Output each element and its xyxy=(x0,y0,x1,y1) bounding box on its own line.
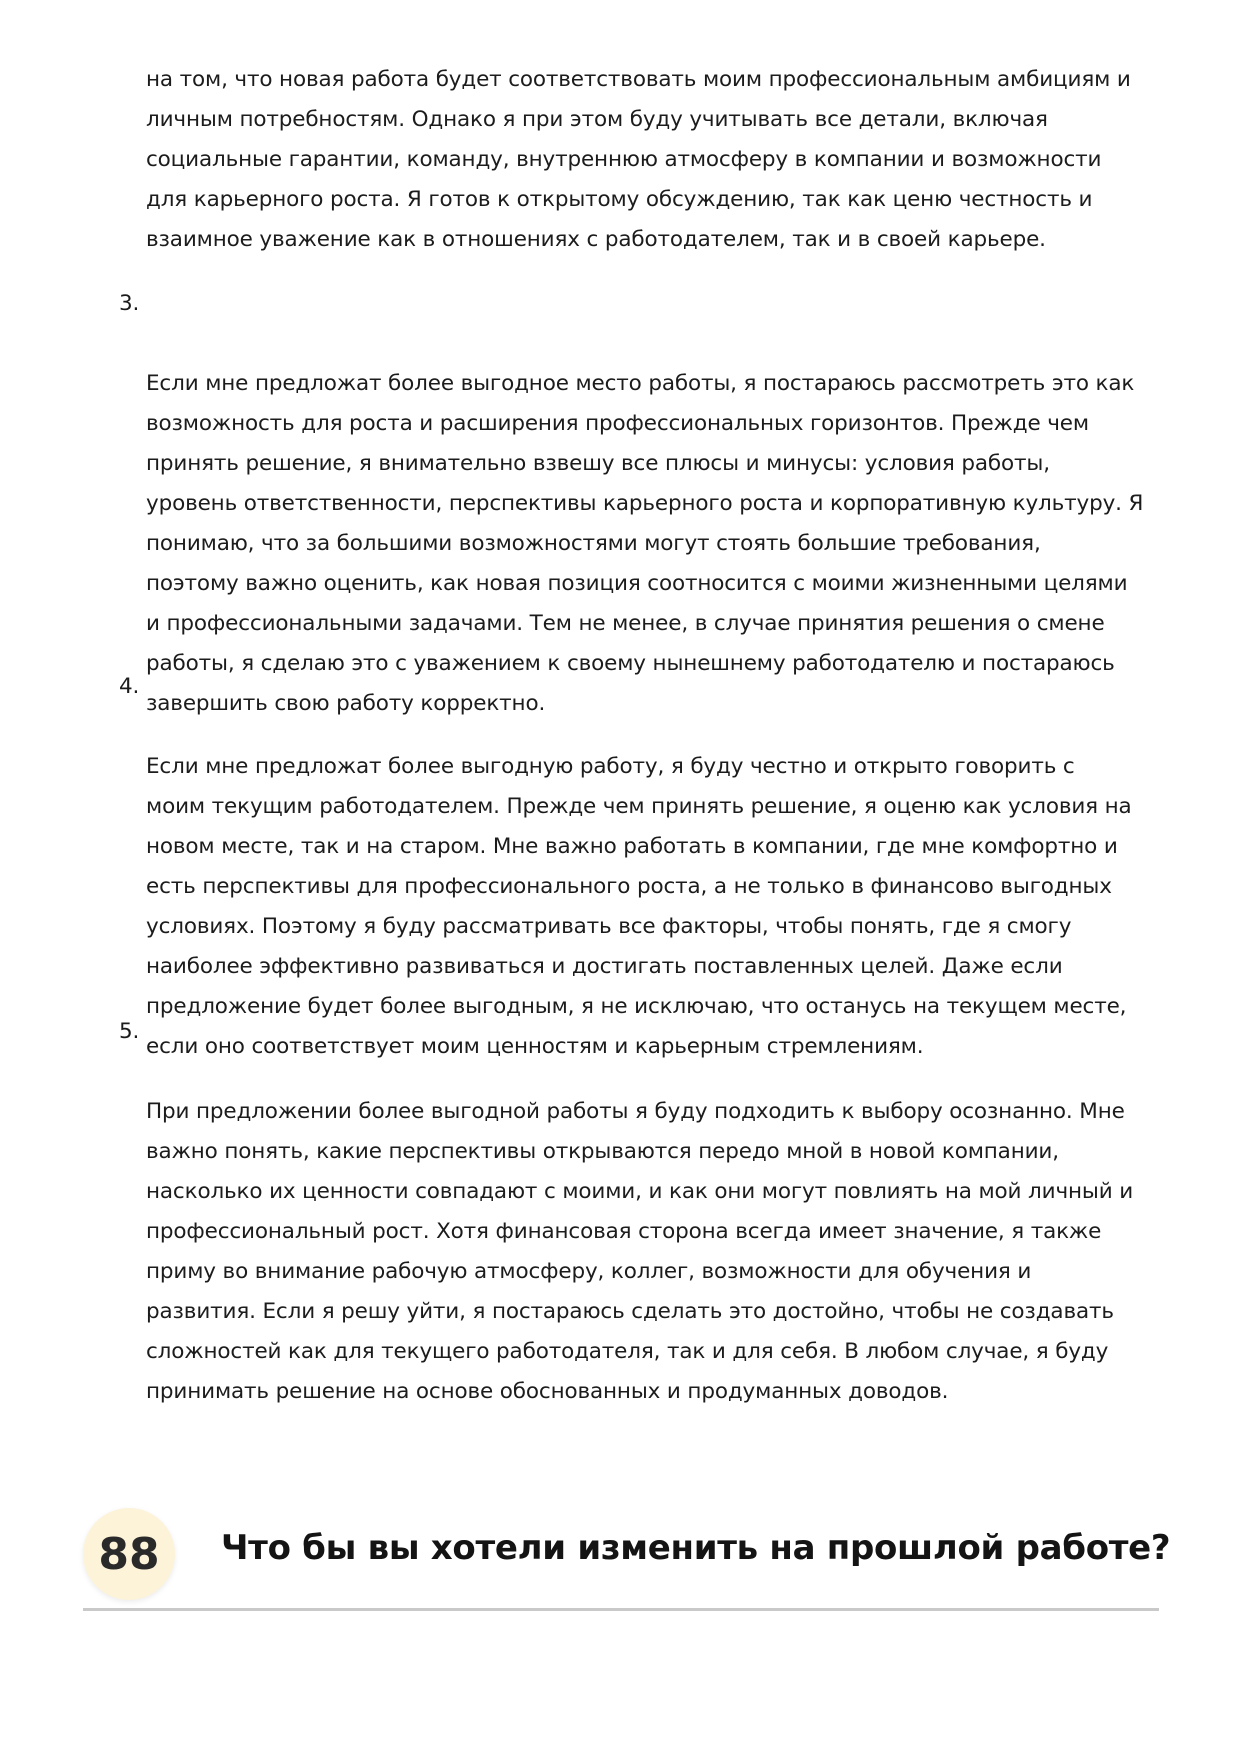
list-item xyxy=(119,1012,1166,1412)
list-item xyxy=(119,667,1166,1067)
list-item-text: При предложении более выгодной работы я буду подходить к выбору осознанно. Мне важно понять, какие перспективы открываются передо мной в новой компании, насколько их ценности совпадают с моими, и как они могут повлиять на мой личный и профессиональный рост. Хотя финансовая сторона всегда имеет значение, я также приму во внимание рабочую атмосферу, коллег, возможности для обучения и развития. Если я решу уйти, я постараюсь сделать это достойно, чтобы не создавать сложностей как для текущего работодателя, так и для себя. В любом случае, я буду принимать решение на основе обоснованных и продуманных доводов. xyxy=(146,1099,1134,1404)
list-item-number: 3. xyxy=(119,291,140,316)
continued-paragraph: на том, что новая работа будет соответствовать моим профессиональным амбициям и личным потребностям. Однако я при этом буду учитывать все детали, включая социальные гарантии, команду, внутреннюю атмосферу в компании и возможности для карьерного роста. Я готов к открытому обсуждению, так как ценю честность и взаимное уважение как в отношениях с работодателем, так и в своей карьере. xyxy=(146,67,1131,252)
list-item xyxy=(119,284,1166,724)
list-item-number: 4. xyxy=(119,674,140,699)
question-header xyxy=(83,1508,1171,1611)
list-item-number: 5. xyxy=(119,1019,140,1044)
question-title: Что бы вы хотели изменить на прошлой работе? xyxy=(221,1528,1171,1568)
list-item-text: Если мне предложат более выгодную работу, я буду честно и открыто говорить с моим текущим работодателем. Прежде чем принять решение, я оценю как условия на новом месте, так и на старом. Мне важно работать в компании, где мне комфортно и есть перспективы для профессионального роста, а не только в финансово выгодных условиях. Поэтому я буду рассматривать все факторы, чтобы понять, где я смогу наиболее эффективно развиваться и достигать поставленных целей. Даже если предложение будет более выгодным, я не исключаю, что останусь на текущем месте, если оно соответствует моим ценностям и карьерным стремлениям. xyxy=(146,754,1132,1059)
question-number-badge: 88 xyxy=(83,1508,175,1600)
list-item-text: Если мне предложат более выгодное место работы, я постараюсь рассмотреть это как возможность для роста и расширения профессиональных горизонтов. Прежде чем принять решение, я внимательно взвешу все плюсы и минусы: условия работы, уровень ответственности, перспективы карьерного роста и корпоративную культуру. Я понимаю, что за большими возможностями могут стоять большие требования, поэтому важно оценить, как новая позиция соотносится с моими жизненными целями и профессиональными задачами. Тем не менее, в случае принятия решения о смене работы, я сделаю это с уважением к своему нынешнему работодателю и постараюсь завершить свою работу корректно. xyxy=(146,371,1144,716)
